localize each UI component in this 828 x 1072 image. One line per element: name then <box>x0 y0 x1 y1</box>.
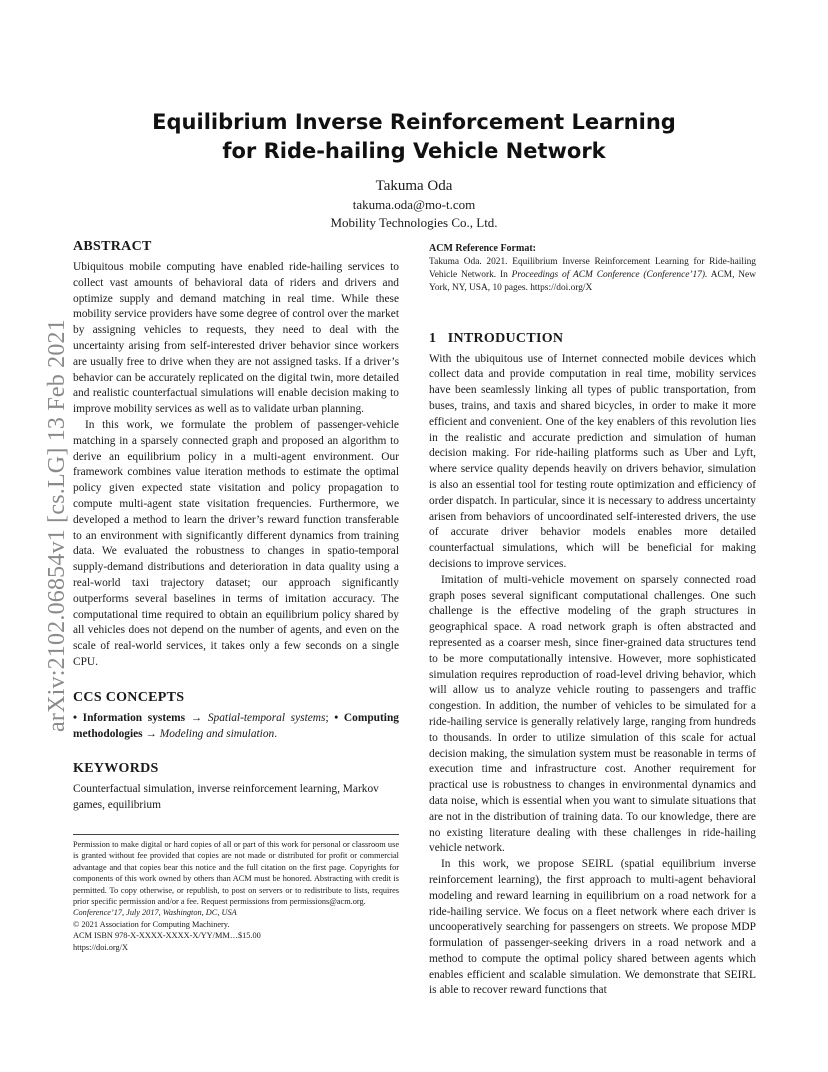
introduction-paragraph-3: In this work, we propose SEIRL (spatial equilibrium inverse reinforcement learning), the first approach to multi-agent behavioral modeling and reward learning in equilibrium on a road network for a ride-hailing service. We focus on a fleet network where each driver is uncooperatively searching for passengers on streets. We propose MDP formulation of passenger-seeking drivers in a road network and a method to compute the optimal policy shared between agents which enables efficient and scalable simulation. We demonstrate that SEIRL is able to recover reward functions that <box>429 858 756 997</box>
paper-title <box>100 108 728 166</box>
paper-title-line-1: Equilibrium Inverse Reinforcement Learning <box>152 110 676 134</box>
introduction-heading: 1 INTRODUCTION <box>429 330 564 346</box>
abstract-heading: ABSTRACT <box>73 239 152 254</box>
introduction-paragraph-2: Imitation of multi-vehicle movement on sparsely connected road graph poses several significant computational challenges. One such challenge is the effective modeling of the graph structures in geographical space. A road network graph is often abstracted and represented as a coarser mesh, since finer-grained data structures tend to be more computationally intensive. However, more sophisticated simulation requires reproduction of road-level driving behavior, which will allow us to analyze vehicle routing to passengers and traffic congestion. In addition, the number of vehicles to be simulated for a ride-hailing service is generally relatively large, ranging from hundreds to thousands. In order to utilize simulation of this scale for actual decision making, the simulation system must be reasonable in terms of execution time and infrastructure cost. Another requirement for practical use is robustness to changes in environmental dynamics and data noise, which is essential when you want to simulate situations that are not in the distribution of training data. To our knowledge, there are no existing literature dealing with these challenges in ride-hailing vehicle network. <box>429 573 756 855</box>
permission-footnote <box>73 834 399 953</box>
author-name: Takuma Oda <box>375 178 453 194</box>
ccs-item-1-sub: Spatial-temporal systems <box>207 711 326 724</box>
right-column <box>429 242 756 999</box>
keywords-heading: KEYWORDS <box>73 761 159 777</box>
abstract-paragraph-2: In this work, we formulate the problem of passenger-vehicle matching in a sparsely connected graph and proposed an algorithm to derive an equilibrium policy in a multi-agent environment. Our framework combines value iteration methods to estimate the optimal policy given expected state visitation and policy propagation to compute multi-agent state visitation frequencies. Furthermore, we developed a method to learn the driver’s reward function transferable to an environment with significantly different dynamics from training data. We evaluated the robustness to changes in spatio-temporal supply-demand distributions and deterioration in data quality using a real-world taxi trajectory dataset; our approach significantly outperforms several baselines in terms of imitation accuracy. The computational time required to obtain an equilibrium policy shared by all vehicles does not depend on the number of agents, and even on the scale of real-world services, it takes only a few seconds on a single CPU. <box>73 418 399 668</box>
acm-reference-heading: ACM Reference Format: <box>429 243 536 254</box>
ccs-arrow-2: → <box>142 727 160 740</box>
ccs-item-2: • Computing methodologies <box>73 711 400 740</box>
footnote-isbn: ACM ISBN 978-X-XXXX-XXXX-X/YY/MM…$15.00 <box>73 931 261 941</box>
left-column <box>73 238 399 814</box>
introduction-paragraph-1: With the ubiquitous use of Internet connected mobile devices which collect data and provide computation in real time, mobility services have been seamlessly linking all types of public transportation, from buses, trains, and taxis and shared bicycles, in order to make it more efficient and convenient. One of the key enablers of this revolution lies in the realistic and accurate prediction and simulation of human decision making. For ride-hailing platforms such as Uber and Lyft, where service quality depends heavily on drivers behavior, simulation is also an essential tool for testing route optimization and efficiency of order dispatch. In particular, since it is necessary to address uncertainty arisen from behaviors of uncoordinated self-interested drivers, the use of accurate driver behavior models enables more detailed counterfactual simulations, which will be beneficial for making decisions to improve services. <box>429 352 756 570</box>
acm-reference-proceedings: Proceedings of ACM Conference (Conference’17). <box>511 270 708 281</box>
acm-reference-text <box>429 256 756 296</box>
ccs-item-2-sub: Modeling and simulation <box>159 727 275 740</box>
author-block <box>214 176 614 232</box>
ccs-separator: ; <box>325 711 335 724</box>
ccs-end: . <box>274 727 278 740</box>
footnote-doi: https://doi.org/X <box>73 942 128 952</box>
arxiv-identifier-text: arXiv:2102.06854v1 [cs.LG] 13 Feb 2021 <box>43 318 70 732</box>
ccs-item-1: • Information systems <box>73 711 186 724</box>
author-email: takuma.oda@mo-t.com <box>352 197 476 212</box>
ccs-arrow-1: → <box>185 711 208 724</box>
ccs-concepts-text <box>73 711 399 743</box>
keywords-text: Counterfactual simulation, inverse reinforcement learning, Markov games, equilibrium <box>73 783 379 812</box>
footnote-copyright: © 2021 Association for Computing Machinery. <box>73 919 230 929</box>
acm-reference-text-part-1: Takuma Oda. 2021. Equilibrium Inverse Reinforcement Learning for Ride-hailing Vehicle Network. In <box>429 257 756 281</box>
acm-reference-text-part-2: ACM, New York, NY, USA, 10 pages. https://doi.org/X <box>429 270 756 294</box>
abstract-paragraph-1: Ubiquitous mobile computing have enabled ride-hailing services to collect vast amounts of behavioral data of riders and drivers and optimize supply and demand matching in real time. While these mobility service providers have some degree of control over the market by assigning vehicles to requests, they need to deal with the uncertainty arising from self-interested driver behavior since workers are usually free to drive when they are not assigned tasks. If a driver’s behavior can be accurately replicated on the digital twin, more detailed and realistic counterfactual simulations will enable decision making to improve mobility services as well as to validate urban planning. <box>73 261 399 416</box>
ccs-concepts-heading: CCS CONCEPTS <box>73 689 185 705</box>
author-affiliation: Mobility Technologies Co., Ltd. <box>330 215 498 230</box>
footnote-permission: Permission to make digital or hard copies of all or part of this work for personal or classroom use is granted without fee provided that copies are not made or distributed for profit or commercial advantage and that copies bear this notice and the full citation on the first page. Copyrights for components of this work owned by others than ACM must be honored. Abstracting with credit is permitted. To copy otherwise, or republish, to post on servers or to redistribute to lists, requires prior specific permission and/or a fee. Request permissions from permissions@acm.org. <box>73 840 399 907</box>
paper-title-line-2: for Ride-hailing Vehicle Network <box>222 139 606 163</box>
footnote-conference: Conference’17, July 2017, Washington, DC, USA <box>73 908 237 918</box>
arxiv-identifier-stamp <box>40 290 74 760</box>
